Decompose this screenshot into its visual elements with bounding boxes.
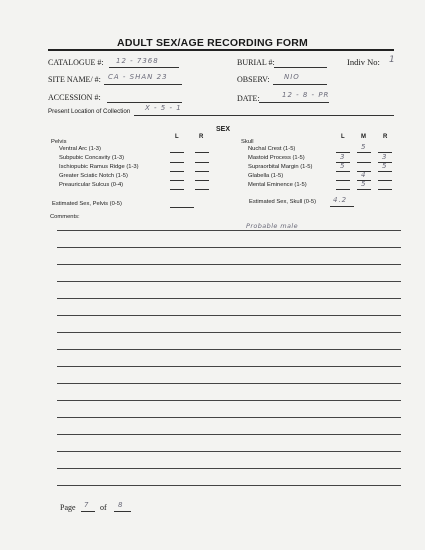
pelvis-estimate-field[interactable] — [170, 207, 194, 208]
page-total-field[interactable]: 8 — [118, 501, 124, 509]
skull-score-m-nuchal-value: 5 — [361, 143, 367, 151]
site-line — [104, 84, 182, 85]
comment-line[interactable] — [57, 366, 401, 367]
pelvis-score-r-ventral-arc[interactable] — [195, 152, 209, 153]
observ-field[interactable]: NIO — [284, 73, 300, 81]
accession-field[interactable] — [107, 102, 182, 103]
pelvis-score-r-sciatic-notch[interactable] — [195, 180, 209, 181]
burial-field[interactable] — [274, 67, 327, 68]
skull-score-r-mental[interactable] — [378, 189, 392, 190]
skull-estimate-line — [330, 206, 354, 207]
location-line — [134, 115, 394, 116]
pelvis-score-r-subpubic-concavity[interactable] — [195, 162, 209, 163]
comment-line[interactable] — [57, 383, 401, 384]
skull-score-r-mastoid-value: 3 — [382, 153, 388, 161]
skull-estimate-field[interactable]: 4.2 — [333, 196, 348, 204]
comments-text[interactable]: Probable male — [246, 222, 298, 230]
pelvis-estimate-label: Estimated Sex, Pelvis (0-5) — [52, 201, 122, 207]
comment-line[interactable] — [57, 298, 401, 299]
page-total-line — [114, 511, 131, 512]
pelvis-trait-label: Preauricular Sulcus (0-4) — [59, 182, 124, 188]
skull-col-r: R — [383, 134, 388, 140]
pelvis-score-l-ventral-arc[interactable] — [170, 152, 184, 153]
pelvis-trait-label: Greater Sciatic Notch (1-5) — [59, 173, 128, 179]
comment-line[interactable] — [57, 434, 401, 435]
observ-label: OBSERV: — [237, 75, 270, 84]
skull-trait-label: Mastoid Process (1-5) — [248, 155, 305, 161]
comment-line[interactable] — [57, 400, 401, 401]
skull-heading: Skull — [241, 139, 254, 145]
date-label: DATE: — [237, 94, 260, 103]
page-number-line — [81, 511, 95, 512]
comment-line[interactable] — [57, 281, 401, 282]
accession-label: ACCESSION #: — [48, 93, 101, 102]
comments-label: Comments: — [50, 214, 80, 220]
pelvis-score-l-sciatic-notch[interactable] — [170, 180, 184, 181]
skull-col-l: L — [341, 134, 345, 140]
skull-score-l-mastoid-value: 3 — [340, 153, 346, 161]
site-label: SITE NAME/ #: — [48, 75, 101, 84]
skull-trait-label: Supraorbital Margin (1-5) — [248, 164, 313, 170]
comment-line[interactable] — [57, 230, 401, 231]
skull-score-r-supraorbital-value: 5 — [382, 162, 388, 170]
pelvis-trait-label: Ischiopubic Ramus Ridge (1-3) — [59, 164, 139, 170]
skull-trait-label: Glabella (1-5) — [248, 173, 284, 179]
skull-score-m-mental[interactable] — [357, 189, 371, 190]
skull-trait-label: Nuchal Crest (1-5) — [248, 146, 296, 152]
date-field[interactable]: 12 - 8 - PR — [282, 91, 330, 99]
page-label: Page — [60, 503, 76, 512]
form-title: ADULT SEX/AGE RECORDING FORM — [117, 37, 308, 49]
title-divider — [48, 49, 394, 51]
observ-line — [273, 84, 327, 85]
skull-score-l-supraorbital-value: 5 — [340, 162, 346, 170]
pelvis-score-r-ischiopubic-ramus[interactable] — [195, 171, 209, 172]
location-label: Present Location of Collection — [48, 108, 131, 115]
skull-score-m-glabella-value: 4 — [361, 171, 367, 179]
comment-line[interactable] — [57, 349, 401, 350]
skull-score-m-nuchal[interactable] — [357, 152, 371, 153]
pelvis-heading: Pelvis — [51, 139, 67, 145]
skull-score-m-mastoid[interactable] — [357, 162, 371, 163]
pelvis-score-l-subpubic-concavity[interactable] — [170, 162, 184, 163]
indiv-field[interactable]: 1 — [389, 55, 396, 65]
comment-line[interactable] — [57, 468, 401, 469]
skull-score-l-glabella[interactable] — [336, 180, 350, 181]
comment-line[interactable] — [57, 451, 401, 452]
pelvis-col-l: L — [175, 134, 179, 140]
catalogue-label: CATALOGUE #: — [48, 58, 104, 67]
pelvis-trait-label: Ventral Arc (1-3) — [59, 146, 101, 152]
indiv-label: Indiv No: — [347, 57, 380, 67]
page-number-field[interactable]: 7 — [84, 501, 90, 509]
pelvis-score-l-preauricular-sulcus[interactable] — [170, 189, 184, 190]
sex-heading: SEX — [216, 126, 231, 133]
date-line — [259, 102, 329, 103]
skull-col-m: M — [361, 134, 366, 140]
comment-line[interactable] — [57, 417, 401, 418]
of-label: of — [100, 503, 107, 512]
comment-line[interactable] — [57, 264, 401, 265]
comment-line[interactable] — [57, 332, 401, 333]
skull-estimate-label: Estimated Sex, Skull (0-5) — [249, 199, 317, 205]
comment-line[interactable] — [57, 315, 401, 316]
skull-score-l-supraorbital[interactable] — [336, 171, 350, 172]
comment-line[interactable] — [57, 247, 401, 248]
catalogue-field[interactable]: 12 - 7368 — [116, 57, 159, 65]
skull-score-r-glabella[interactable] — [378, 180, 392, 181]
catalogue-line — [109, 67, 179, 68]
skull-score-l-mental[interactable] — [336, 189, 350, 190]
site-field[interactable]: CA - SHAN 23 — [108, 73, 168, 81]
burial-label: BURIAL #: — [237, 58, 275, 67]
comment-line[interactable] — [57, 485, 401, 486]
skull-score-m-mental-value: 5 — [361, 180, 367, 188]
skull-trait-label: Mental Eminence (1-5) — [248, 182, 307, 188]
skull-score-r-supraorbital[interactable] — [378, 171, 392, 172]
pelvis-trait-label: Subpubic Concavity (1-3) — [59, 155, 125, 161]
pelvis-col-r: R — [199, 134, 204, 140]
location-field[interactable]: X - 5 - 1 — [145, 104, 182, 112]
pelvis-score-l-ischiopubic-ramus[interactable] — [170, 171, 184, 172]
pelvis-score-r-preauricular-sulcus[interactable] — [195, 189, 209, 190]
